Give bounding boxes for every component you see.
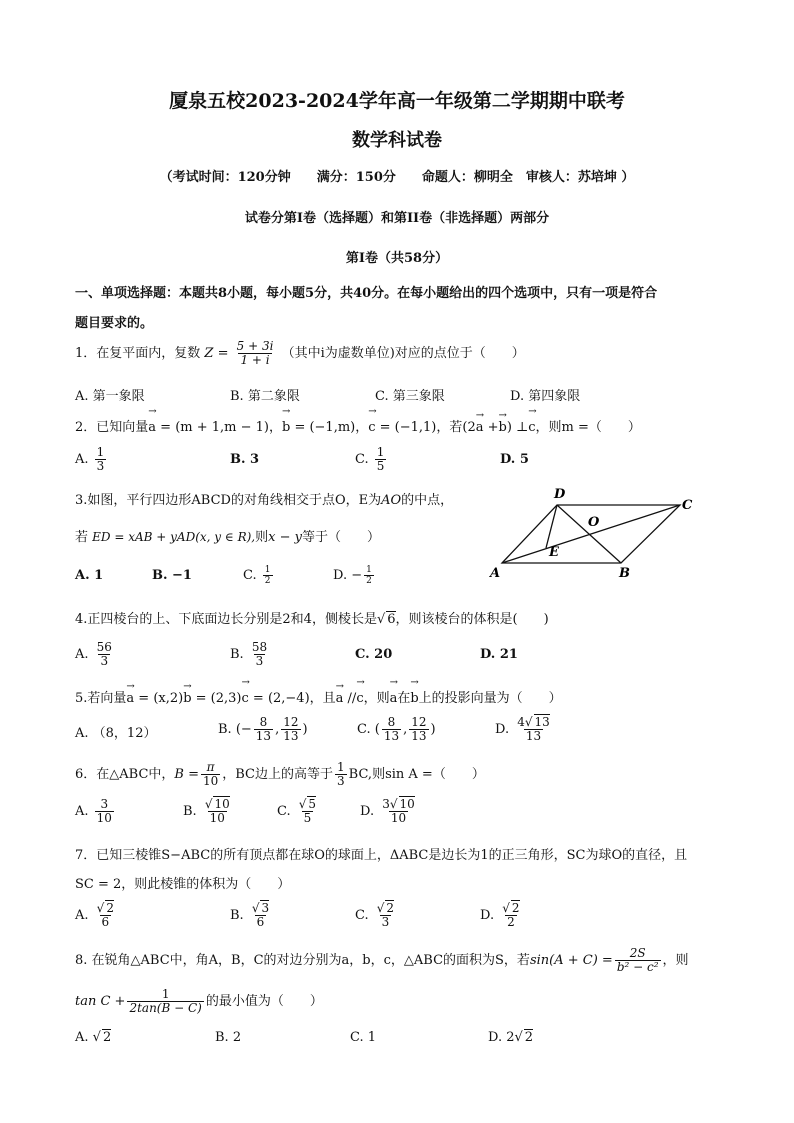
question-8-line1: [75, 947, 689, 974]
q7-c-den: 3: [381, 915, 390, 929]
q2-option-d[interactable]: D. 5: [500, 452, 529, 467]
q2-vector-a: → a = (m + 1,m − 1)，: [148, 416, 282, 435]
q3-then: 则: [255, 530, 269, 545]
q5-proj-a: → a在: [390, 687, 411, 706]
question-7-line2: SC = 2，则此棱锥的体积为（ ）: [75, 877, 291, 892]
q8-g-den: 2tan(B − C): [129, 1001, 202, 1015]
q3-c-den: 2: [264, 576, 271, 586]
q7-option-b[interactable]: B. $\frac{√ 3}{6}$: [230, 901, 270, 929]
q3-ao: AO: [381, 493, 402, 508]
q6-text-c: BC,则sin A =（ ）: [348, 767, 485, 782]
subject-title: 数学科试卷: [352, 130, 442, 151]
q2-a-label: A.: [75, 452, 89, 467]
q8-d-label: D. 2: [488, 1030, 515, 1045]
q3-c-num: 1: [264, 565, 271, 575]
q6-a-label: A.: [75, 804, 89, 819]
q8-then: ，则: [662, 953, 689, 968]
q3-option-b[interactable]: B. −1: [152, 568, 192, 583]
q1-option-a[interactable]: A. 第一象限: [75, 389, 145, 404]
q3-c-label: C.: [243, 568, 257, 583]
q5-c-end: ): [430, 722, 436, 737]
q7-option-a[interactable]: A. $\frac{√ 2}{6}$: [75, 901, 114, 929]
q5-option-a[interactable]: A. （8，12）: [75, 726, 157, 741]
q2-vector-b: → b = (−1,m)，: [282, 416, 368, 435]
question-7-line1: 7．已知三棱锥S−ABC的所有顶点都在球O的球面上，ΔABC是边长为1的正三角形，SC为球O的直径，且: [75, 848, 688, 863]
q1-prefix: 1．在复平面内，复数: [75, 346, 201, 361]
q8-g-num: 1: [161, 987, 170, 1001]
q2-a-den: 3: [96, 459, 105, 473]
q5-c-label: C. (: [357, 722, 380, 737]
q6-text: 6．在△ABC中，: [75, 767, 175, 782]
q6-d-coef: 3: [382, 797, 390, 811]
q6-d-label: D.: [360, 804, 375, 819]
q5-b-d2: 13: [283, 729, 299, 743]
q8-d-rad: 2: [524, 1030, 534, 1045]
q6-option-b[interactable]: B. $\frac{√ 10}{10}$: [183, 797, 230, 825]
q5-option-c[interactable]: [357, 716, 436, 743]
q2-expr-c: → c，则m =（ ）: [528, 416, 641, 435]
q4-radicand: 6: [387, 612, 396, 627]
q4-option-b[interactable]: [230, 641, 271, 668]
q2-c-den: 5: [376, 459, 385, 473]
q7-a-den: 6: [101, 915, 110, 929]
q2-option-c[interactable]: [355, 446, 388, 473]
q5-d-label: D.: [495, 722, 510, 737]
q6-text-b: ，BC边上的高等于: [222, 767, 334, 782]
q6-d-rad: 10: [399, 797, 415, 811]
question-5: [75, 687, 562, 706]
q6-c-label: C.: [277, 804, 291, 819]
q7-c-rad: 2: [386, 901, 395, 915]
q1-option-c[interactable]: C. 第三象限: [375, 389, 445, 404]
q4-text: 4.正四棱台的上、下底面边长分别是2和4，侧棱长是: [75, 612, 377, 627]
q8-option-a[interactable]: A. √ 2: [75, 1030, 112, 1045]
q5-vec-a: → a = (x,2): [126, 691, 183, 706]
q7-c-label: C.: [355, 908, 369, 923]
q8-option-c[interactable]: C. 1: [350, 1030, 377, 1045]
q6-b: B =: [174, 767, 199, 782]
q8-f-num: 2S: [629, 946, 646, 960]
q8-option-d[interactable]: D. 2√ 2: [488, 1030, 534, 1045]
q5-d-rad: 13: [534, 715, 550, 729]
q8-option-b[interactable]: B. 2: [215, 1030, 242, 1045]
q2-expr-a: → a +: [476, 420, 499, 435]
q3-option-a[interactable]: A. 1: [75, 568, 104, 583]
q6-b-den: 10: [202, 774, 219, 788]
q2-text-a: 2．已知向量: [75, 420, 149, 435]
label-a: A: [490, 566, 501, 579]
q4-b-den: 3: [255, 654, 264, 668]
q5-c-n1: 8: [387, 715, 396, 729]
question-2: [75, 416, 641, 435]
q5-b-end: ): [302, 722, 308, 737]
exam-info: （考试时间：120分钟 满分：150分 命题人：柳明全 审核人：苏培坤 ）: [159, 170, 635, 185]
q5-d-coef: 4: [517, 715, 525, 729]
q1-option-d[interactable]: D. 第四象限: [510, 389, 581, 404]
q3-option-c[interactable]: [243, 565, 275, 586]
paper-structure: 试卷分第Ⅰ卷（选择题）和第II卷（非选择题）两部分: [244, 211, 550, 226]
q4-option-d[interactable]: D. 21: [480, 647, 518, 662]
q6-option-a[interactable]: [75, 798, 116, 825]
question-3-line2: [75, 526, 380, 545]
q5-parallel: → a //: [336, 691, 357, 706]
q2-c-num: 1: [376, 445, 385, 459]
label-b: B: [619, 566, 630, 579]
parallelogram-figure: [488, 484, 698, 579]
q1-den: 1 + i: [240, 353, 270, 367]
q8-a-rad: 2: [102, 1030, 112, 1045]
q5-b-sep: ,: [275, 722, 280, 737]
q2-a-num: 1: [96, 445, 105, 459]
q5-c-d2: 13: [411, 729, 427, 743]
q4-text-b: ，则该棱台的体积是( ): [395, 612, 549, 627]
q6-b-num: π: [206, 760, 215, 774]
q4-a-label: A.: [75, 647, 89, 662]
exam-title: 厦泉五校2023-2024学年高一年级第二学期期中联考: [169, 90, 625, 112]
section-instructions-cont: 题目要求的。: [75, 316, 154, 331]
q6-d-den: 10: [390, 811, 407, 825]
q4-a-num: 56: [96, 640, 112, 654]
q5-vec-b: → b = (2,3): [183, 691, 241, 706]
q3-d-num: 1: [366, 565, 372, 575]
q8-a-label: A.: [75, 1030, 89, 1045]
q3-if: 若: [75, 530, 89, 545]
label-e: E: [549, 545, 559, 560]
q8-tan: tan C +: [75, 994, 126, 1009]
q6-b-den-opt: 10: [209, 811, 225, 825]
q4-option-a[interactable]: [75, 641, 116, 668]
q6-c-den: 5: [303, 811, 312, 825]
q4-a-den: 3: [100, 654, 109, 668]
q7-b-label: B.: [230, 908, 244, 923]
label-c: C: [682, 498, 693, 513]
q6-h-den: 3: [337, 774, 345, 788]
q7-d-den: 2: [507, 915, 515, 929]
question-8-line2: [75, 988, 323, 1015]
question-1: [75, 340, 525, 367]
q6-a-den: 10: [96, 811, 112, 825]
q5-option-d[interactable]: D. $\frac{4√ 13}{13}$: [495, 715, 550, 743]
q7-a-label: A.: [75, 908, 89, 923]
q7-option-d[interactable]: D. $\frac{√ 2}{2}$: [480, 901, 520, 929]
part-one-heading: 第Ⅰ卷（共58分）: [345, 251, 449, 266]
q1-z: Z =: [204, 346, 229, 361]
label-o: O: [588, 515, 600, 530]
q5-b-n2: 12: [283, 715, 299, 729]
q5-c-n2: 12: [411, 715, 427, 729]
question-4: 4.正四棱台的上、下底面边长分别是2和4，侧棱长是√ 6，则该棱台的体积是( ): [75, 612, 549, 627]
q2-c-label: C.: [355, 452, 369, 467]
q5-then: → c，则: [356, 687, 389, 706]
label-d: D: [554, 487, 566, 502]
q5-b-d1: 13: [255, 729, 272, 743]
q7-d-label: D.: [480, 908, 495, 923]
q3-equals: 等于（ ）: [301, 530, 380, 545]
q8-f-den: b² − c²: [616, 960, 659, 974]
q6-b-rad: 10: [214, 797, 230, 811]
q4-b-num: 58: [251, 640, 268, 654]
q4-option-c[interactable]: C. 20: [355, 647, 393, 662]
q5-d-den: 13: [525, 729, 542, 743]
q5-option-b[interactable]: [218, 716, 308, 743]
question-3-line1: [75, 489, 453, 508]
q6-option-d[interactable]: D. $\frac{3√ 10}{10}$: [360, 797, 415, 825]
q3-text-b: 的中点，: [401, 493, 454, 508]
q6-b-label: B.: [183, 804, 197, 819]
q8-sin: sin(A + C) =: [529, 953, 613, 968]
q2-vector-c: → c = (−1,1)，若(2: [368, 416, 476, 435]
q1-option-b[interactable]: B. 第二象限: [230, 389, 300, 404]
section-instructions: 一、单项选择题：本题共8小题，每小题5分，共40分。在每小题给出的四个选项中，只有一项是符合: [75, 286, 658, 301]
q3-expression: ED = xAB + yAD(x, y ∈ R),: [92, 530, 256, 544]
q1-suffix: （其中i为虚数单位)对应的点位于（ ）: [281, 346, 525, 361]
q8-text: 8. 在锐角△ABC中，角A，B，C的对边分别为a，b，c，△ABC的面积为S，若: [75, 953, 530, 968]
q2-expr-b: → b) ⊥: [499, 420, 529, 435]
q3-option-d[interactable]: [333, 565, 376, 586]
diagonal-bd: [557, 505, 621, 563]
q5-c-sep: ,: [403, 722, 408, 737]
q5-text-a: 5.若向量: [75, 691, 127, 706]
q6-a-num: 3: [100, 797, 109, 811]
q2-option-b[interactable]: B. 3: [230, 452, 260, 467]
q5-b-label: B. (−: [218, 722, 252, 737]
q7-a-rad: 2: [106, 901, 114, 915]
q8-min-text: 的最小值为（ ）: [205, 994, 323, 1009]
q7-d-rad: 2: [511, 901, 520, 915]
q5-proj-b: → b上的投影向量为（ ）: [410, 687, 561, 706]
q4-b-label: B.: [230, 647, 244, 662]
q1-num: 5 + 3i: [236, 339, 274, 353]
q7-b-rad: 3: [261, 901, 270, 915]
q2-option-a[interactable]: [75, 446, 108, 473]
q3-x-minus-y: x − y: [268, 530, 302, 545]
q5-vec-c: → c = (2,−4)，且: [242, 687, 336, 706]
question-6: [75, 761, 485, 788]
q7-b-den: 6: [256, 915, 265, 929]
q3-text: 3.如图，平行四边形ABCD的对角线相交于点O，E为: [75, 493, 382, 508]
q3-d-label: D. −: [333, 568, 363, 583]
q1-fraction: [235, 340, 276, 367]
q6-h-num: 1: [337, 760, 345, 774]
q3-d-den: 2: [366, 576, 372, 586]
q5-c-d1: 13: [383, 729, 400, 743]
q6-option-c[interactable]: C. $\frac{√ 5}{5}$: [277, 797, 317, 825]
q7-option-c[interactable]: C. $\frac{√ 2}{3}$: [355, 901, 395, 929]
q5-b-n1: 8: [259, 715, 268, 729]
q6-c-rad: 5: [308, 797, 317, 811]
